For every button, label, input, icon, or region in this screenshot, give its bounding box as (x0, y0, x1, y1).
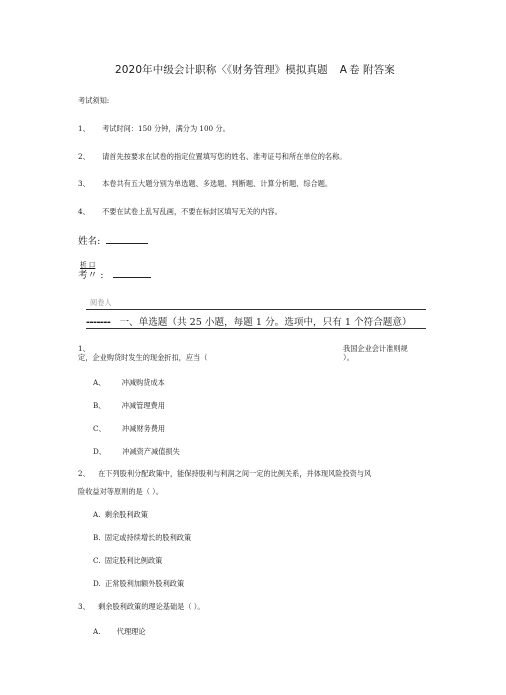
option[interactable] (93, 447, 180, 457)
exam-number-top: 析 口 (80, 261, 96, 269)
option[interactable] (93, 556, 162, 566)
title-variant: A (339, 64, 347, 76)
section-rule (86, 328, 426, 329)
option-label: A、 (93, 378, 106, 387)
option-text: 冲减购货成本 (121, 378, 165, 387)
option-text: 冲减管理费用 (121, 401, 165, 410)
notice-item-number: 1、 (78, 124, 90, 133)
option-text: 固定或持续增长的股利政策 (104, 533, 192, 542)
option-label: C、 (93, 424, 106, 433)
grader-label: 阅卷人 (90, 298, 112, 307)
title-text: 年中级会计职称〈《财务管理》模拟真题 (142, 64, 328, 76)
notice-item-number: 4、 (78, 207, 90, 216)
option-label: D. (93, 579, 101, 588)
option-label: C. (93, 556, 101, 565)
option-text: 代理理论 (116, 627, 146, 636)
question-stem-continued: 险收益对等原则的是（ ）。 (78, 487, 163, 496)
question-number: 3、 (78, 602, 90, 611)
section-heading (86, 314, 412, 328)
name-field (78, 233, 148, 247)
question-stem: 在下列股利分配政策中，能保持股利与利润之间一定的比例关系，并体现风险投资与风 (98, 469, 372, 478)
question-stem-end: ）。 (343, 353, 354, 362)
question-stem-right: 我国企业会计准则规 (343, 344, 408, 353)
notice-item (78, 152, 346, 162)
option-text: 冲减资产减值损失 (122, 447, 180, 456)
option-text: 剩余股利政策 (104, 510, 148, 519)
title-year: 2020 (115, 64, 143, 76)
question-number: 1、 (78, 344, 90, 353)
section-dashes: ------- (86, 317, 111, 328)
exam-number-blank[interactable] (113, 268, 151, 278)
question-line (78, 469, 371, 479)
option-label: B. (93, 533, 101, 542)
option[interactable] (93, 627, 146, 637)
exam-number-field (78, 267, 151, 281)
option[interactable] (93, 533, 191, 543)
option[interactable] (93, 579, 184, 589)
option-label: B、 (93, 401, 106, 410)
notice-item (78, 179, 332, 189)
option[interactable] (93, 424, 165, 434)
option[interactable] (93, 401, 165, 411)
notice-item (78, 124, 230, 134)
option-text: 正常股利加额外股利政策 (105, 579, 185, 588)
question-number: 2、 (78, 469, 90, 478)
name-blank[interactable] (106, 234, 148, 244)
option-text: 冲减财务费用 (121, 424, 166, 433)
question-stem: 定，企业购货时发生的现金折扣，应当（ (78, 353, 208, 362)
option-label: A. (93, 510, 101, 519)
grader-rule (86, 309, 426, 310)
name-label: 姓名: (78, 236, 101, 247)
notice-heading: 考试须知: (78, 96, 110, 105)
question-stem: 剩余股利政策的理论基础是（ ）。 (98, 602, 205, 611)
option[interactable] (93, 378, 165, 388)
notice-item-number: 3、 (78, 179, 90, 188)
notice-item-text: 考试时间：150 分钟，满分为 100 分。 (102, 124, 230, 133)
notice-item-text: 本卷共有五大题分别为单选题、多选题、判断题、计算分析题、综合题。 (102, 179, 333, 188)
question-line (78, 602, 205, 612)
option-label: D、 (93, 447, 106, 456)
title-suffix: 卷 附答案 (348, 64, 395, 76)
notice-item-text: 不要在试卷上乱写乱画，不要在标封区填写无关的内容。 (102, 207, 282, 216)
notice-item-number: 2、 (78, 152, 90, 161)
notice-item (78, 207, 282, 217)
option-text: 固定股利比例政策 (104, 556, 163, 565)
option[interactable] (93, 510, 148, 520)
section-title: 一、单选题（共 25 小题，每题 1 分。选项中，只有 1 个符合题意） (119, 317, 412, 328)
option-label: A. (93, 627, 101, 636)
document-title (115, 62, 395, 77)
exam-number-label: 考〃 : (78, 270, 104, 281)
notice-item-text: 请首先按要求在试卷的指定位置填写您的姓名、准考证号和所在单位的名称。 (102, 152, 347, 161)
